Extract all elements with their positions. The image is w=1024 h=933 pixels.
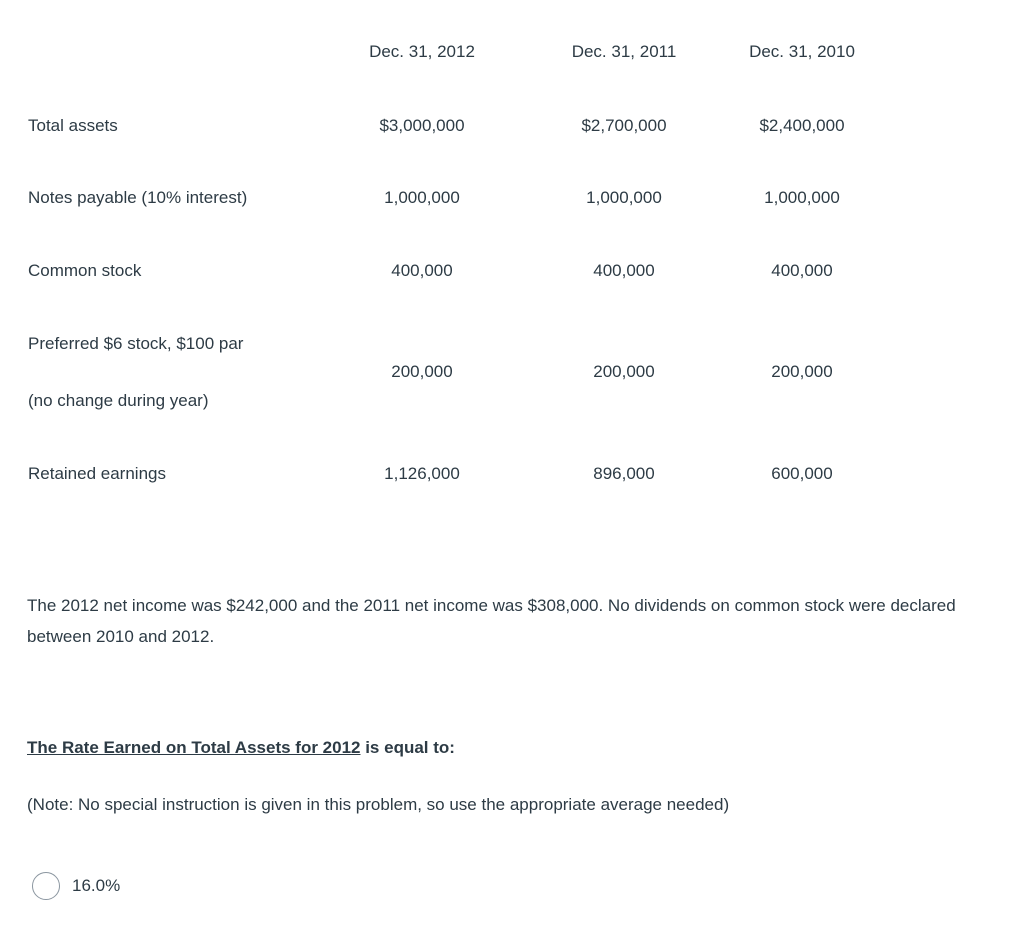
cell-value: 1,126,000 [384,464,460,483]
question-text [27,738,455,758]
header-dec-2010: Dec. 31, 2010 [749,42,855,61]
cell-value: 400,000 [391,261,453,280]
question-underlined: The Rate Earned on Total Assets for 2012 [27,738,361,757]
cell-value: 200,000 [593,362,655,381]
cell-value: $2,400,000 [759,116,845,135]
row-label-preferred-stock: Preferred $6 stock, $100 par [28,334,244,353]
cell-value: 1,000,000 [384,188,460,207]
radio-button[interactable] [32,872,60,900]
cell-value: 400,000 [771,261,833,280]
cell-value: 200,000 [771,362,833,381]
row-label-total-assets: Total assets [28,116,118,135]
row-label-notes-payable: Notes payable (10% interest) [28,188,248,207]
cell-value: 600,000 [771,464,833,483]
question-rest: is equal to: [360,738,455,757]
cell-value: 1,000,000 [586,188,662,207]
cell-value: 400,000 [593,261,655,280]
row-label-retained-earnings: Retained earnings [28,464,166,483]
cell-value: 1,000,000 [764,188,840,207]
header-dec-2011: Dec. 31, 2011 [571,42,677,61]
answer-option[interactable] [32,872,120,900]
row-label-preferred-stock-note: (no change during year) [28,391,209,410]
cell-value: $2,700,000 [581,116,667,135]
cell-value: $3,000,000 [379,116,465,135]
cell-value: 896,000 [593,464,655,483]
problem-paragraph: The 2012 net income was $242,000 and the 2011 net income was $308,000. No dividends on common stock were declared between 2010 and 2012. [27,596,956,646]
note-text: (Note: No special instruction is given in this problem, so use the appropriate average needed) [27,795,730,814]
row-label-common-stock: Common stock [28,261,142,280]
cell-value: 200,000 [391,362,453,381]
header-dec-2012: Dec. 31, 2012 [369,42,475,61]
answer-option-label: 16.0% [72,876,121,895]
